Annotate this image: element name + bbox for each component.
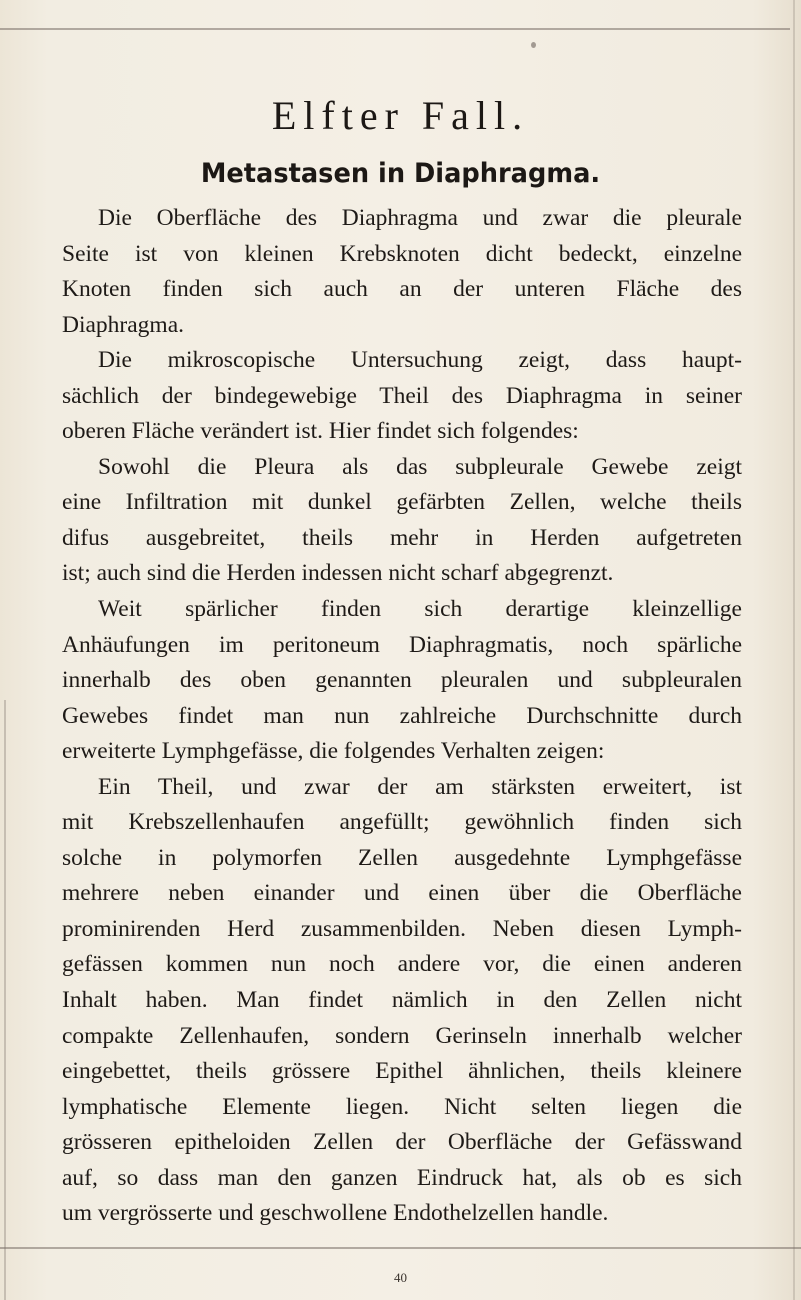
text-line: compakte Zellenhaufen, sondern Gerinseln innerhalb welcher: [62, 1022, 742, 1049]
text-line: Knoten finden sich auch an der unteren Fläche des: [62, 276, 742, 303]
text-line: mehrere neben einander und einen über die Oberfläche: [62, 880, 742, 907]
body-text: [62, 201, 742, 1232]
bottom-border-line: [0, 1247, 801, 1249]
text-line: oberen Fläche verändert ist. Hier findet sich folgendes:: [62, 418, 579, 445]
text-line: Diaphragma.: [62, 311, 185, 338]
text-line: ist; auch sind die Herden indessen nicht scharf abgegrenzt.: [62, 560, 614, 587]
right-page-edge: [793, 0, 795, 1300]
text-line: lymphatische Elemente liegen. Nicht selten liegen die: [62, 1093, 742, 1120]
text-line: um vergrösserte und geschwollene Endothelzellen handle.: [62, 1200, 609, 1227]
top-border-line: [0, 28, 790, 30]
text-line: eingebettet, theils grössere Epithel ähnlichen, theils kleinere: [62, 1058, 742, 1085]
text-line: gefässen kommen nun noch andere vor, die einen anderen: [62, 951, 742, 978]
text-line: erweiterte Lymphgefässe, die folgendes Verhalten zeigen:: [62, 738, 605, 765]
text-line: auf, so dass man den ganzen Eindruck hat, als ob es sich: [62, 1164, 742, 1191]
text-line: prominirenden Herd zusammenbilden. Neben diesen Lymph-: [62, 915, 742, 942]
text-line: Anhäufungen im peritoneum Diaphragmatis, noch spärliche: [62, 631, 742, 658]
text-line: Die mikroscopische Untersuchung zeigt, dass haupt-: [98, 347, 742, 374]
text-line: Ein Theil, und zwar der am stärksten erweitert, ist: [98, 773, 742, 800]
text-line: mit Krebszellenhaufen angefüllt; gewöhnlich finden sich: [62, 809, 742, 836]
text-line: Die Oberfläche des Diaphragma und zwar die pleurale: [98, 205, 742, 231]
text-line: eine Infiltration mit dunkel gefärbten Zellen, welche theils: [62, 489, 742, 516]
left-page-edge: [4, 700, 6, 1300]
text-line: difus ausgebreitet, theils mehr in Herden aufgetreten: [62, 524, 742, 551]
text-line: Inhalt haben. Man findet nämlich in den Zellen nicht: [62, 987, 742, 1014]
page-number: 40: [394, 1270, 407, 1285]
text-line: Sowohl die Pleura als das subpleurale Gewebe zeigt: [98, 453, 742, 480]
section-title: Metastasen in Diaphragma.: [200, 158, 601, 189]
text-line: Gewebes findet man nun zahlreiche Durchschnitte durch: [62, 702, 742, 729]
ink-speck: [531, 42, 536, 48]
text-line: sächlich der bindegewebige Theil des Diaphragma in seiner: [62, 382, 742, 409]
text-line: grösseren epitheloiden Zellen der Oberfläche der Gefässwand: [62, 1129, 742, 1156]
text-line: Seite ist von kleinen Krebsknoten dicht bedeckt, einzelne: [62, 240, 742, 267]
text-line: Weit spärlicher finden sich derartige kleinzellige: [98, 596, 742, 623]
text-line: innerhalb des oben genannten pleuralen und subpleuralen: [62, 667, 742, 694]
text-line: solche in polymorfen Zellen ausgedehnte Lymphgefässe: [62, 844, 742, 871]
chapter-title: Elfter Fall.: [271, 93, 530, 138]
